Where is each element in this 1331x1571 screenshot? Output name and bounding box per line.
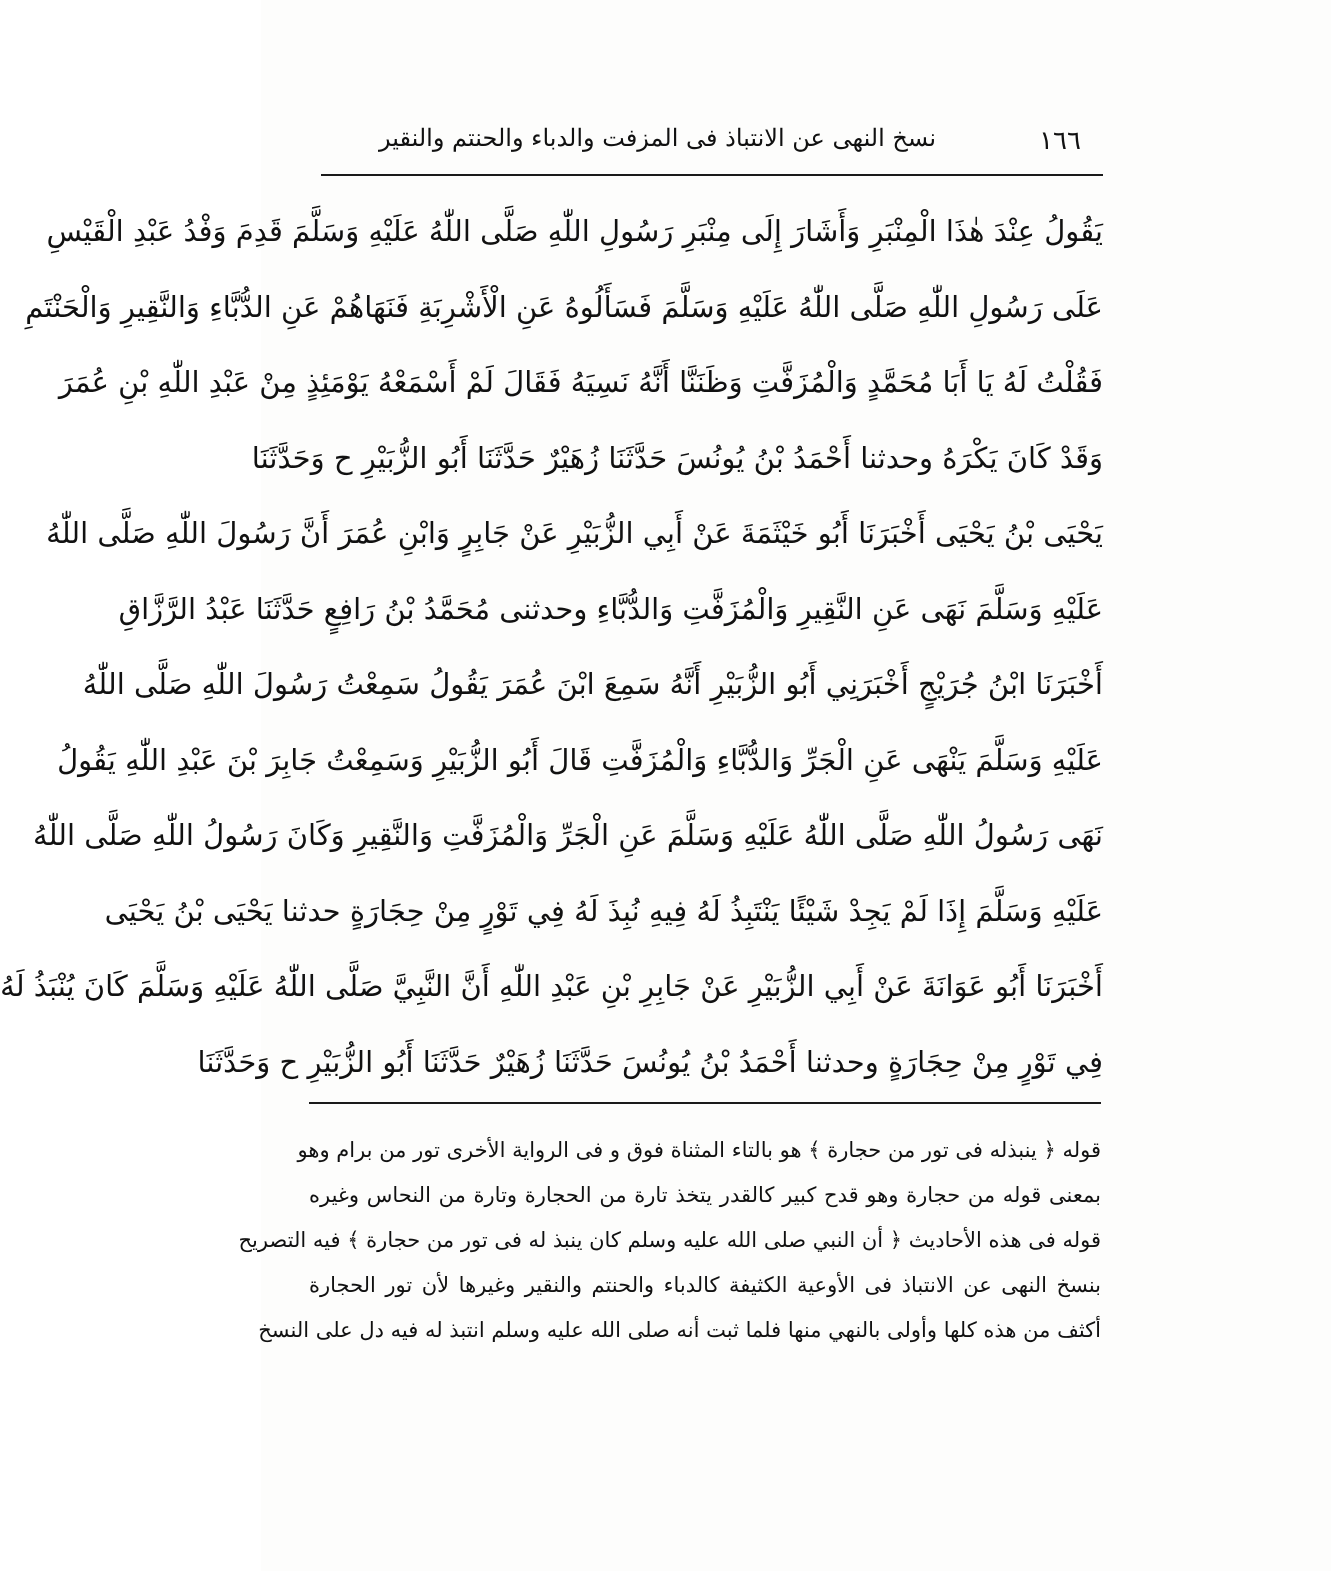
text-line: عَلَيْهِ وَسَلَّمَ نَهَى عَنِ النَّقِيرِ وَالْمُزَفَّتِ وَالدُّبَّاءِ وحدثنى مُحَمَّدُ بْنُ رَافِعٍ حَدَّثَنَا عَبْدُ الرَّزَّاقِ [118,591,1103,626]
text-line: أَخْبَرَنَا أَبُو عَوَانَةَ عَنْ أَبِي الزُّبَيْرِ عَنْ جَابِرِ بْنِ عَبْدِ اللّٰهِ أَنَّ النَّبِيَّ صَلَّى اللّٰهُ عَلَيْهِ وَسَلَّمَ كَانَ يُنْبَذُ لَهُ [0,969,1103,1003]
text-line: عَلَيْهِ وَسَلَّمَ إِذَا لَمْ يَجِدْ شَيْئًا يَنْتَبِذُ لَهُ فِيهِ نُبِذَ لَهُ فِي تَوْرٍ مِنْ حِجَارَةٍ حدثنا يَحْيَى بْنُ يَحْيَى [104,893,1103,928]
page-number: ١٦٦ [1039,126,1081,156]
note-line: أكثف من هذه كلها وأولى بالنهي منها فلما ثبت أنه صلى الله عليه وسلم انتبذ له فيه دل على النسخ [258,1318,1101,1342]
running-title: نسخ النهى عن الانتباذ فى المزفت والدباء والحنتم والنقير [378,124,936,152]
note-line: قوله ﴿ ينبذله فى تور من حجارة ﴾ هو بالتاء المثناة فوق و فى الرواية الأخرى تور من برام وهو [297,1138,1101,1162]
note-line: بنسخ النهى عن الانتباذ فى الأوعية الكثيفة كالدباء والحنتم والنقير وغيرها لأن تور الحجارة [309,1273,1102,1297]
header-rule [321,174,1103,176]
text-line: يَقُولُ عِنْدَ هٰذَا الْمِنْبَرِ وَأَشَارَ إِلَى مِنْبَرِ رَسُولِ اللّٰهِ صَلَّى اللّٰهُ عَلَيْهِ وَسَلَّمَ قَدِمَ وَفْدُ عَبْدِ الْقَيْسِ [46,214,1103,248]
note-line: قوله فى هذه الأحاديث ﴿ أن النبي صلى الله عليه وسلم كان ينبذ له فى تور من حجارة ﴾ فيه التصريح [238,1228,1101,1252]
hadith-text [0,180,1103,1086]
text-line: وَقَدْ كَانَ يَكْرَهُ وحدثنا أَحْمَدُ بْنُ يُونُسَ حَدَّثَنَا زُهَيْرٌ حَدَّثَنَا أَبُو الزُّبَيْرِ ح وَحَدَّثَنَا [251,440,1103,475]
text-line: عَلَيْهِ وَسَلَّمَ يَنْهَى عَنِ الْجَرِّ وَالدُّبَّاءِ وَالْمُزَفَّتِ قَالَ أَبُو الزُّبَيْرِ وَسَمِعْتُ جَابِرَ بْنَ عَبْدِ اللّٰهِ يَقُولُ [57,742,1103,777]
text-line: فَقُلْتُ لَهُ يَا أَبَا مُحَمَّدٍ وَالْمُزَفَّتِ وَظَنَنَّا أَنَّهُ نَسِيَهُ فَقَالَ لَمْ أَسْمَعْهُ يَوْمَئِذٍ مِنْ عَبْدِ اللّٰهِ بْنِ عُمَرَ [58,365,1103,399]
footnote-rule [309,1102,1101,1104]
text-line: يَحْيَى بْنُ يَحْيَى أَخْبَرَنَا أَبُو خَيْثَمَةَ عَنْ أَبِي الزُّبَيْرِ عَنْ جَابِرٍ وَابْنِ عُمَرَ أَنَّ رَسُولَ اللّٰهِ صَلَّى اللّٰهُ [46,516,1103,550]
commentary-notes [238,1128,1102,1353]
text-line: نَهَى رَسُولُ اللّٰهِ صَلَّى اللّٰهُ عَلَيْهِ وَسَلَّمَ عَنِ الْجَرِّ وَالْمُزَفَّتِ وَالنَّقِيرِ وَكَانَ رَسُولُ اللّٰهِ صَلَّى اللّٰهُ [33,818,1103,852]
text-line: فِي تَوْرٍ مِنْ حِجَارَةٍ وحدثنا أَحْمَدُ بْنُ يُونُسَ حَدَّثَنَا زُهَيْرٌ حَدَّثَنَا أَبُو الزُّبَيْرِ ح وَحَدَّثَنَا [197,1044,1103,1079]
note-line: بمعنى قوله من حجارة وهو قدح كبير كالقدر يتخذ تارة من الحجارة وتارة من النحاس وغيره [309,1183,1101,1207]
page-header [378,118,1081,168]
text-line: أَخْبَرَنَا ابْنُ جُرَيْجٍ أَخْبَرَنِي أَبُو الزُّبَيْرِ أَنَّهُ سَمِعَ ابْنَ عُمَرَ يَقُولُ سَمِعْتُ رَسُولَ اللّٰهِ صَلَّى اللّٰهُ [82,667,1103,701]
text-line: عَلَى رَسُولِ اللّٰهِ صَلَّى اللّٰهُ عَلَيْهِ وَسَلَّمَ فَسَأَلُوهُ عَنِ الْأَشْرِبَةِ فَنَهَاهُمْ عَنِ الدُّبَّاءِ وَالنَّقِيرِ وَالْحَنْتَمِ [25,289,1103,324]
